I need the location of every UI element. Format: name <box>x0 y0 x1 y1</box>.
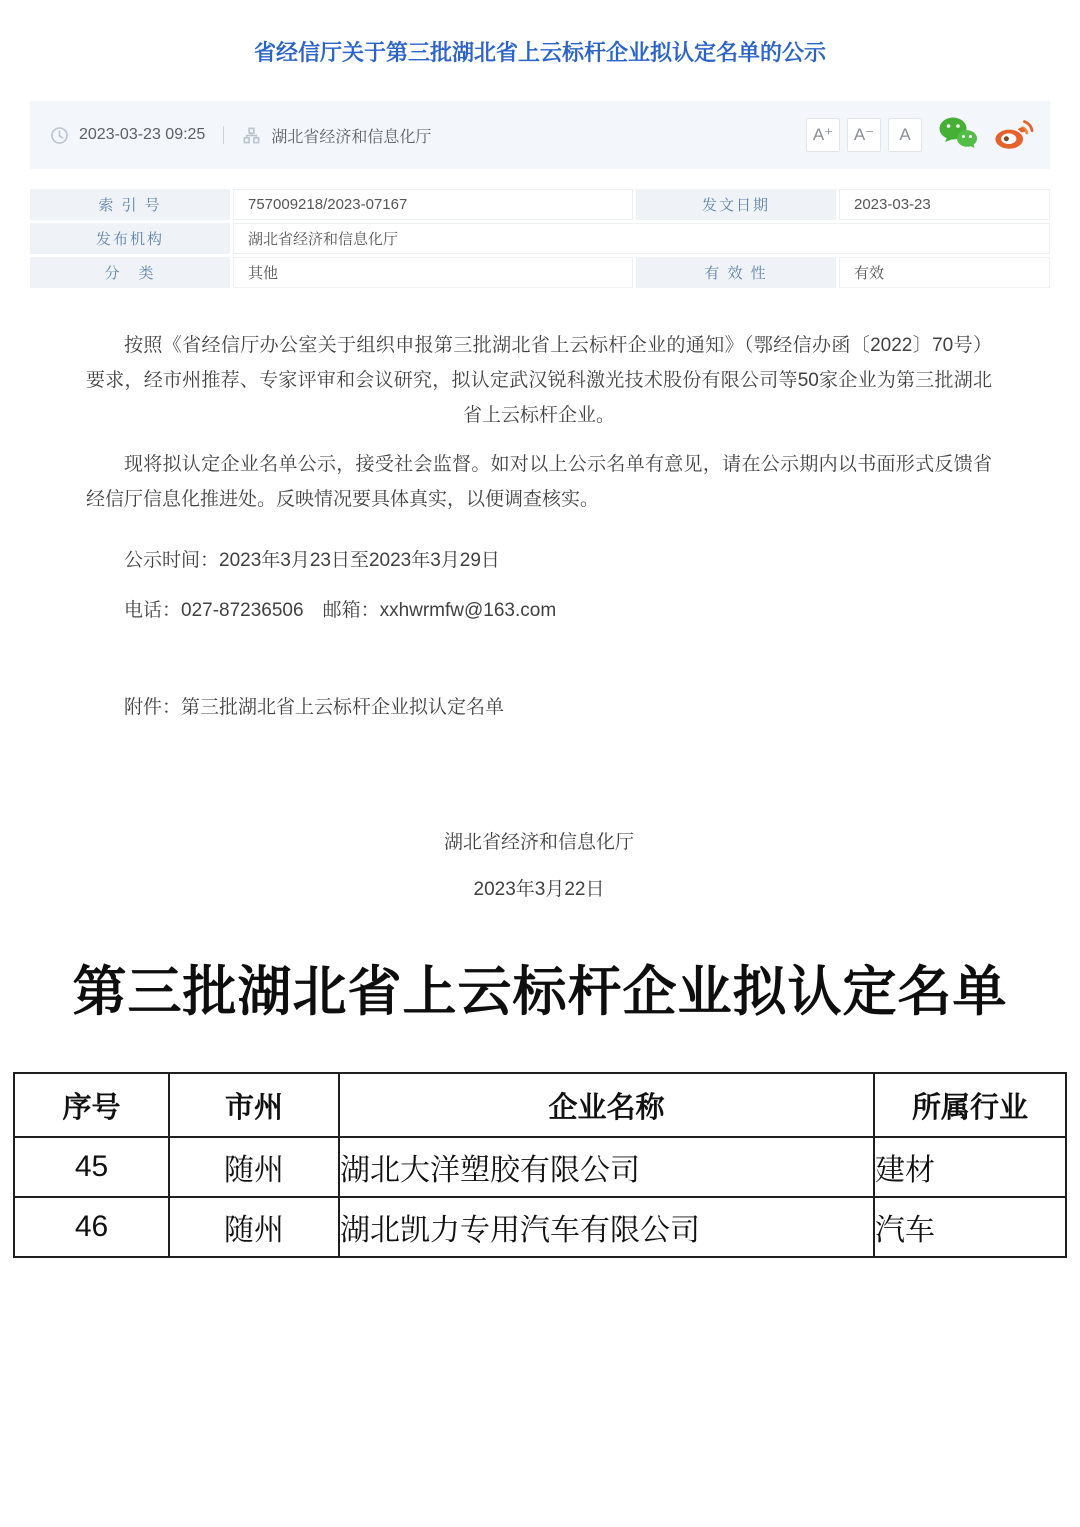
info-label-index: 索 引 号 <box>30 189 230 220</box>
contact-line: 电话：027-87236506 邮箱：xxhwrmfw@163.com <box>124 600 557 621</box>
info-label-validity: 有 效 性 <box>636 257 836 288</box>
meta-actions <box>799 116 1034 155</box>
column-header-city: 市州 <box>169 1073 339 1137</box>
info-value-index: 757009218/2023-07167 <box>233 189 633 220</box>
source-org: 湖北省经济和信息化厅 <box>271 128 432 146</box>
info-label-category: 分 类 <box>30 257 230 288</box>
body-paragraph-1: 按照《省经信厅办公室关于组织申报第三批湖北省上云标杆企业的通知》（鄂经信办函〔2022〕70号）要求，经市州推荐、专家评审和会议研究，拟认定武汉锐科激光技术股份有限公司等50家企业为第三批湖北省上云标杆企业。 <box>86 335 992 426</box>
signature-organization: 湖北省经济和信息化厅 <box>443 832 634 853</box>
info-label-issue-date: 发文日期 <box>636 189 836 220</box>
org-icon <box>242 126 261 145</box>
published-time: 2023-03-23 09:25 <box>79 126 206 143</box>
info-value-category: 其他 <box>233 257 633 288</box>
column-header-company: 企业名称 <box>339 1073 874 1137</box>
info-label-publisher: 发布机构 <box>30 223 230 254</box>
font-reset-button[interactable]: A <box>888 118 922 152</box>
row-city: 随州 <box>169 1137 339 1197</box>
clock-icon <box>50 126 69 145</box>
body-paragraph-2: 现将拟认定企业名单公示，接受社会监督。如对以上公示名单有意见，请在公示期内以书面形式反馈省经信厅信息化推进处。反映情况要具体真实，以便调查核实。 <box>86 454 992 510</box>
font-decrease-button[interactable]: A⁻ <box>847 118 881 152</box>
document-info-table <box>30 189 1050 288</box>
row-no: 46 <box>14 1197 169 1257</box>
meta-bar <box>30 101 1050 169</box>
wechat-icon <box>938 116 978 155</box>
column-header-industry: 所属行业 <box>874 1073 1066 1137</box>
info-value-publisher: 湖北省经济和信息化厅 <box>233 223 1050 254</box>
row-industry: 汽车 <box>874 1197 1066 1257</box>
table-row <box>14 1197 1066 1257</box>
table-row <box>14 1137 1066 1197</box>
row-no: 45 <box>14 1137 169 1197</box>
weibo-icon <box>994 116 1034 155</box>
row-industry: 建材 <box>874 1137 1066 1197</box>
table-header-row <box>14 1073 1066 1137</box>
document-body <box>0 288 1080 907</box>
weibo-share-button[interactable] <box>994 116 1034 155</box>
info-value-issue-date: 2023-03-23 <box>839 189 1050 220</box>
attachment-title: 第三批湖北省上云标杆企业拟认定名单 <box>72 962 1008 1022</box>
publicity-period-line: 公示时间：2023年3月23日至2023年3月29日 <box>124 550 500 571</box>
signature-date: 2023年3月22日 <box>473 879 605 900</box>
roster-table <box>13 1072 1067 1258</box>
row-company: 湖北凯力专用汽车有限公司 <box>339 1197 874 1257</box>
page-title: 省经信厅关于第三批湖北省上云标杆企业拟认定名单的公示 <box>253 40 826 65</box>
meta-info <box>50 124 431 147</box>
info-value-validity: 有效 <box>839 257 1050 288</box>
wechat-share-button[interactable] <box>938 116 978 155</box>
attachment-note-line: 附件：第三批湖北省上云标杆企业拟认定名单 <box>124 697 505 718</box>
row-company: 湖北大洋塑胶有限公司 <box>339 1137 874 1197</box>
column-header-no: 序号 <box>14 1073 169 1137</box>
row-city: 随州 <box>169 1197 339 1257</box>
divider <box>223 126 224 144</box>
font-increase-button[interactable]: A⁺ <box>806 118 840 152</box>
